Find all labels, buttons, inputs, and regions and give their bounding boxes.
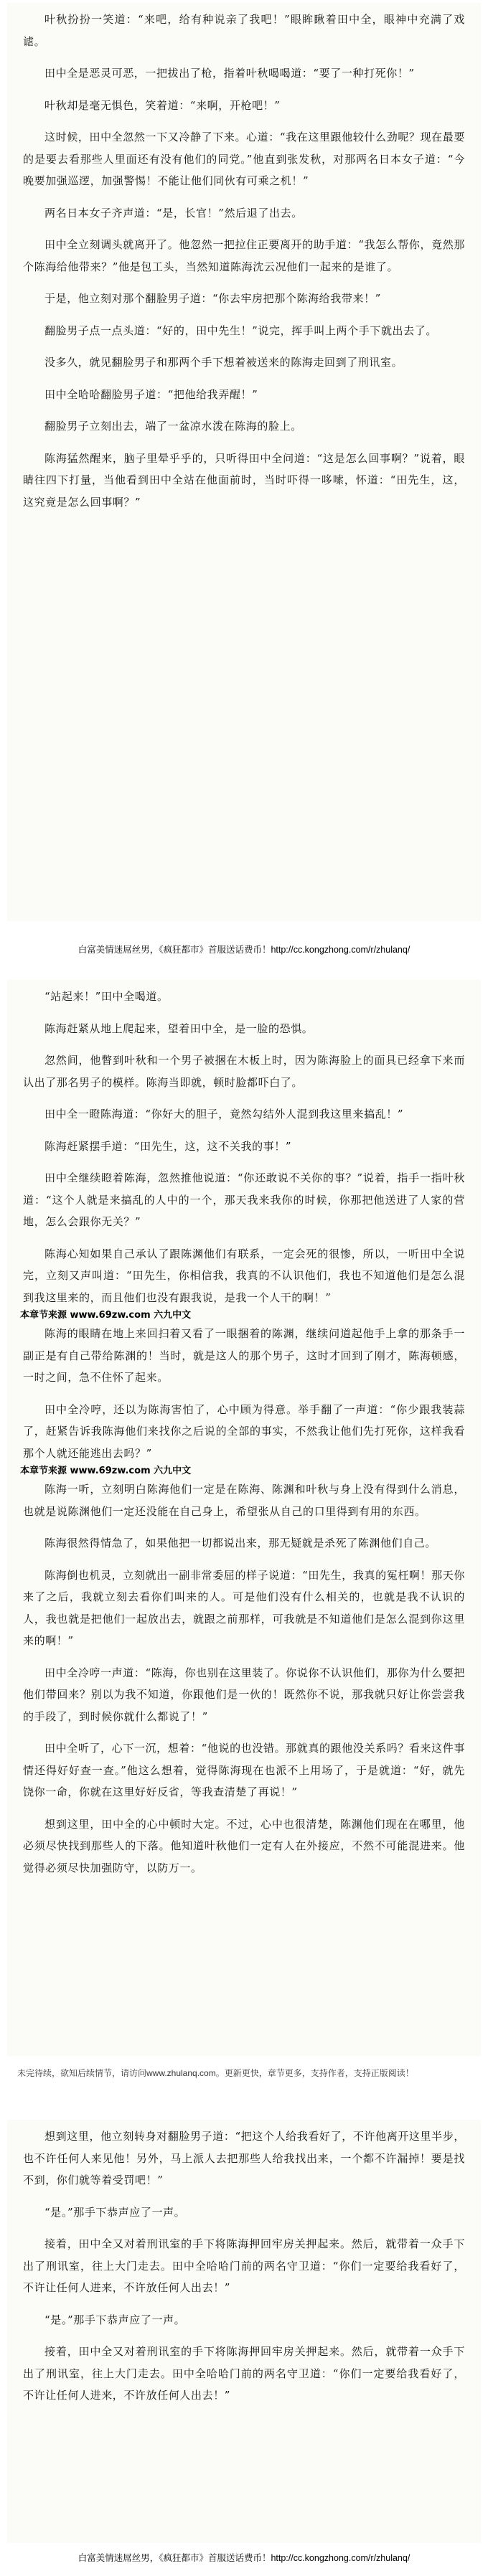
paragraph: 田中全继续瞪着陈海，忽然推他说道：“你还敢说不关你的事？”说着，指手一指叶秋道：“这个人就是来搞乱的人中的一个，那天我来我你的时候，你那把他送进了人家的营地，怎么会跟你无关？” [23, 1171, 465, 1228]
paragraph: 田中全哈哈翻脸男子道：“把他给我弄醒！” [44, 387, 258, 401]
promo-caption[interactable]: 白富美情迷屌丝男，《疯狂都市》首服送话费币！http://cc.kongzhong.com/r/zhulanq/ [78, 945, 410, 955]
text-sheet-3 [7, 2120, 481, 2543]
paragraph: 接着，田中全又对着刑讯室的手下将陈海押回牢房关押起来。然后，就带着一众手下出了刑讯室，往上大门走去。田中全哈哈门前的两名守卫道：“你们一定要给我看好了，不许让任何人进来，不许放任何人出去！” [23, 2237, 465, 2294]
paragraph: 没多久，就见翻脸男子和那两个手下想着被送来的陈海走回到了刑讯室。 [44, 356, 403, 369]
paragraph: 陈海倒也机灵，立刻就出一副非常委屈的样子说道：“田先生，我真的冤枉啊！那天你来了之后，我就立刻去看你们叫来的人。可是他们没有什么相关的，也就是我不认识的人，我也就是把他们一起放出去，就跟之前那样，可我就是不知道他们是怎么混到你这里来的啊！” [23, 1568, 465, 1647]
paragraph: 翻脸男子立刻出去，端了一盆凉水泼在陈海的脸上。 [44, 420, 302, 433]
paragraph: 翻脸男子点一点头道：“好的，田中先生！”说完，挥手叫上两个手下就出去了。 [44, 324, 437, 337]
paragraph: 田中全听了，心下一沉，想着：“他说的也没错。那就真的跟他没关系吗？看来这件事情还得好好查一查。”他这么想着，觉得陈海现在也派不上用场了，于是就道：“好，就先饶你一命，你就在这里好好反省，等我查清楚了再说！” [23, 1742, 465, 1798]
paragraph: 陈海赶紧从地上爬起来，望着田中全，是一脸的恐惧。 [44, 1022, 314, 1035]
paragraph: 田中全冷哼一声道：“陈海，你也别在这里装了。你说你不认识他们，那你为什么要把他们带回来？别以为我不知道，你跟他们是一伙的！既然你不说，那我就只好让你尝尝我的手段了，到时候你就什么都说了！” [23, 1666, 465, 1723]
paragraph: 叶秋却是毫无惧色，笑着道：“来啊，开枪吧！” [44, 98, 281, 112]
paragraph: 两名日本女子齐声道：“是，长官！”然后退了出去。 [44, 206, 303, 220]
chapter-source-label: 本章节来源 www.69zw.com 六九中文 [20, 1466, 192, 1476]
paragraph: 陈海猛然醒来，脑子里晕乎乎的，只听得田中全问道：“这是怎么回事啊？”说着，眼睛往四下打量，当他看到田中全站在他面前时，当时吓得一哆嗦，怀道：“田先生，这，这究竟是怎么回事啊？” [23, 451, 465, 509]
paragraph: 陈海的眼睛在地上来回扫着又看了一眼捆着的陈渊，继续问道起他手上拿的那条手一副正是有自己带给陈渊的！当时，就是这人的那个男子，这时才回到了刚才，陈海顿感，一时之间，急不住怀了起来。 [23, 1327, 465, 1384]
text-sheet-2 [7, 980, 481, 2056]
text-sheet-1 [7, 3, 481, 921]
paragraph: 田中全是恶灵可恶，一把拔出了枪，指着叶秋喝喝道：“要了一种打死你！” [44, 67, 415, 80]
paragraph: 陈海心知如果自己承认了跟陈渊他们有联系，一定会死的很惨，所以，一听田中全说完，立刻又声叫道：“田先生，你相信我，我真的不认识他们，我也不知道他们是怎么混到我这里来的，而且他们也没有跟我说，是我一个人干的啊！” [23, 1247, 465, 1304]
paragraph: 接着，田中全又对着刑讯室的手下将陈海押回牢房关押起来。然后，就带着一众手下出了刑讯室，往上大门走去。田中全哈哈门前的两名守卫道：“你们一定要给我看好了，不许让任何人进来，不许放任何人出去！” [23, 2345, 465, 2402]
paragraph: 田中全立刻调头就离开了。他忽然一把拉住正要离开的助手道：“我怎么帮你，竟然那个陈海给他带来？”他是包工头，当然知道陈海沈云况他们一起来的是谁了。 [23, 238, 465, 273]
paragraph: 田中全冷哼，还以为陈海害怕了，心中顾为得意。举手翻了一声道：“你少跟我装蒜了，赶紧告诉我陈海他们来找你之后说的全部的事实，不然我让他们先打死你，这样我看那个人就还能逃出去吗？” [23, 1402, 465, 1460]
paragraph: 田中全一瞪陈海道：“你好大的胆子，竟然勾结外人混到我这里来搞乱！” [44, 1108, 404, 1120]
chapter-source-label: 本章节来源 www.69zw.com 六九中文 [20, 1310, 192, 1321]
paragraph: 忽然间，他瞥到叶秋和一个男子被捆在木板上时，因为陈海脸上的面具已经拿下来而认出了那名男子的模样。陈海当即就，顿时脸都吓白了。 [23, 1054, 465, 1089]
paragraph: 想到这里，田中全的心中顿时大定。不过，心中也很清楚，陈渊他们现在在哪里，他必须尽快找到那些人的下落。他知道叶秋他们一定有人在外接应，不然不可能混进来。他觉得必须尽快加强防守，以防万一。 [23, 1817, 465, 1874]
promo-caption[interactable]: 白富美情迷屌丝男，《疯狂都市》首服送话费币！http://cc.kongzhong.com/r/zhulanq/ [78, 2553, 410, 2563]
continuation-notice[interactable]: 未完待续，欲知后续情节，请访问www.zhulanq.com。更新更快，章节更多，支持作者，支持正版阅读！ [17, 2068, 414, 2078]
paragraph: “是。”那手下恭声应了一声。 [44, 2205, 186, 2219]
paragraph: “是。”那手下恭声应了一声。 [44, 2313, 186, 2326]
paragraph: “站起来！”田中全喝道。 [44, 990, 169, 1003]
paragraph: 这时候，田中全忽然一下又冷静了下来。心道：“我在这里跟他较什么劲呢？现在最要的是要去看那些人里面还有没有他们的同党。”他直到张发秋，对那两名日本女子道：“今晚要加强巡逻，加强警惕！不能让他们同伙有可乘之机！” [23, 131, 465, 187]
paragraph: 想到这里，他立刻转身对翻脸男子道：“把这个人给我看好了，不许他离开这里半步，也不许任何人来见他！另外，马上派人去把那些人给我找出来，一个都不许漏掉！要是找不到，你们就等着受罚吧！” [23, 2130, 465, 2186]
paragraph: 陈海赶紧摆手道：“田先生，这，这不关我的事！” [44, 1139, 292, 1153]
paragraph: 陈海一听，立刻明白陈海他们一定是在陈海、陈渊和叶秋与身上没有得到什么消息，也就是说陈渊他们一定还没能在自己身上，希望张从自己的口里得到有用的东西。 [23, 1483, 465, 1518]
paragraph: 于是，他立刻对那个翻脸男子道：“你去牢房把那个陈海给我带来！” [44, 292, 381, 305]
paragraph: 陈海很然得情急了，如果他把一切都说出来，那无疑就是杀死了陈渊他们自己。 [44, 1537, 437, 1549]
paragraph: 叶秋扮扮一笑道：“来吧，给有种说亲了我吧！”眼眸瞅着田中全，眼神中充满了戏谑。 [23, 13, 465, 48]
